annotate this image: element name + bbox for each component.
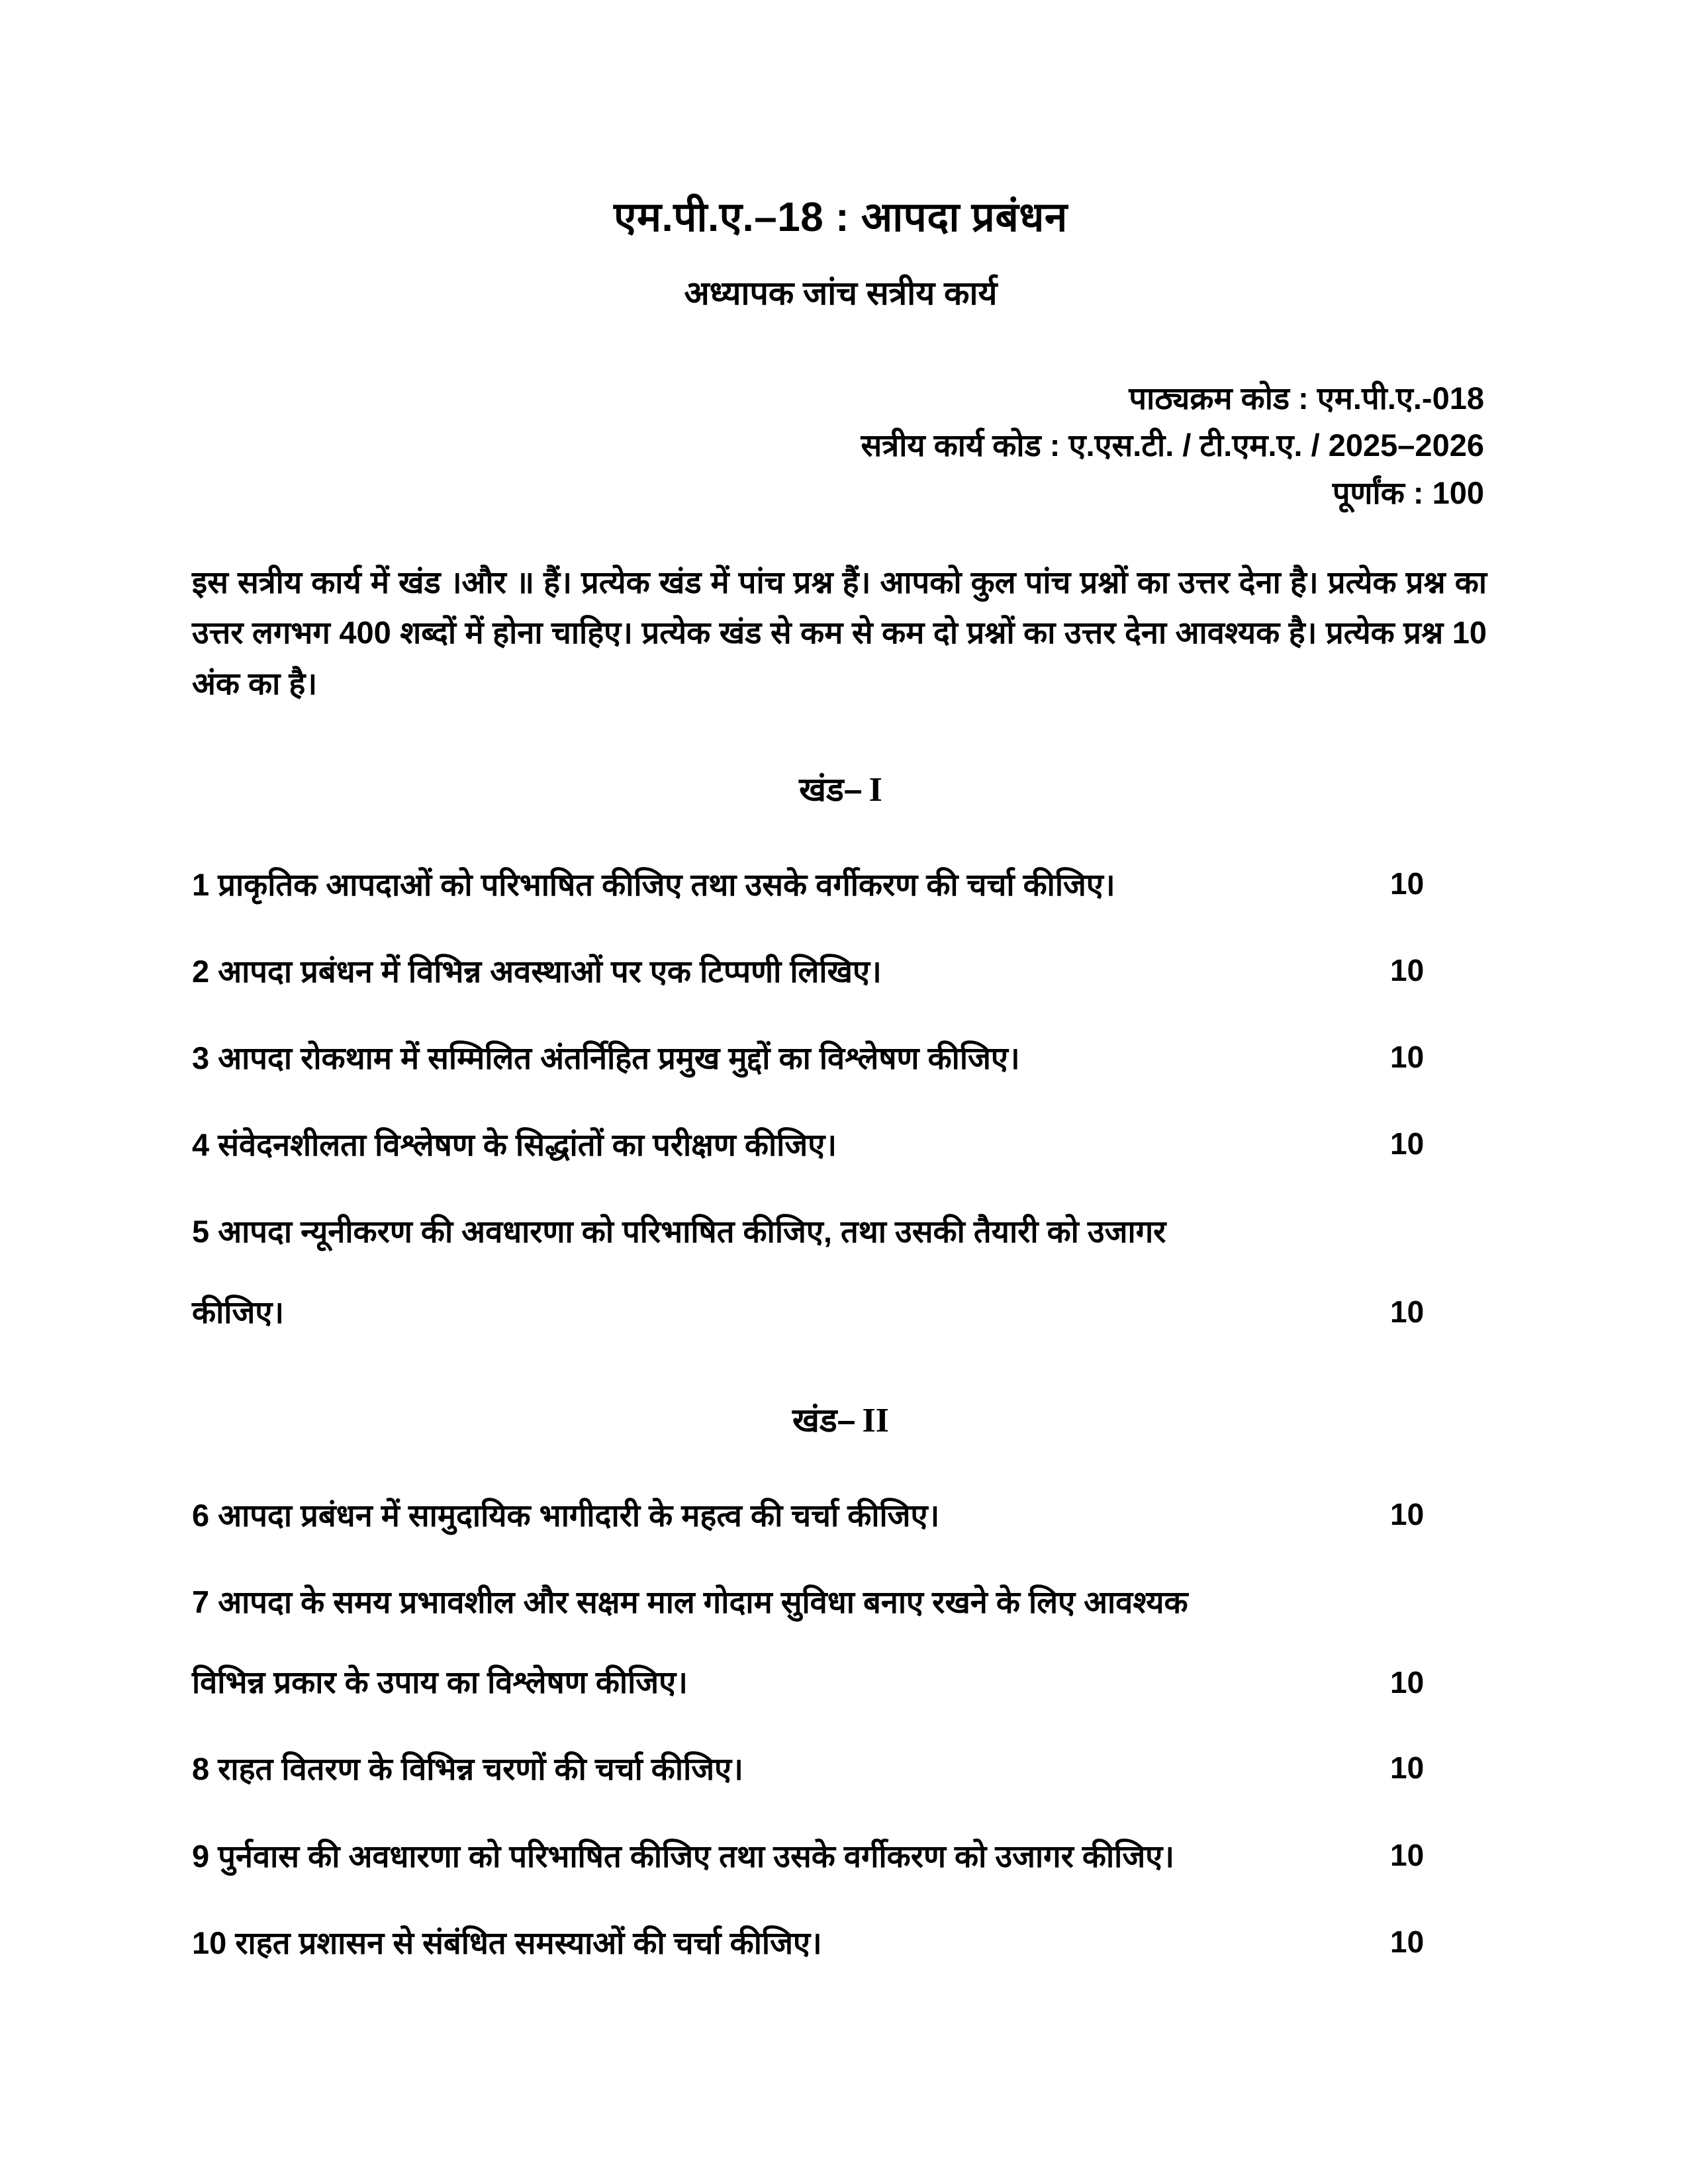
question-item: [192, 1831, 1489, 1881]
question-line: 2 आपदा प्रबंधन में विभिन्न अवस्थाओं पर एक टिप्पणी लिखिए।: [192, 953, 882, 989]
question-list-section-1: [192, 860, 1489, 1337]
question-text: [192, 1033, 1047, 1083]
question-text: [192, 860, 1142, 909]
question-text: [192, 1490, 966, 1540]
question-line: 6 आपदा प्रबंधन में सामुदायिक भागीदारी के महत्व की चर्चा कीजिए।: [192, 1497, 940, 1533]
question-item: [192, 1577, 1489, 1707]
section-label: खंड–: [792, 1401, 856, 1439]
section-numeral: II: [862, 1401, 889, 1439]
question-text: [192, 946, 908, 996]
question-text: [192, 1744, 770, 1794]
question-item: [192, 946, 1489, 996]
question-item: [192, 1206, 1489, 1336]
question-line: 10 राहत प्रशासन से संबंधित समस्याओं की चर्चा कीजिए।: [192, 1925, 822, 1960]
question-item: [192, 1744, 1489, 1794]
section-heading-1: [192, 766, 1489, 811]
question-line: 3 आपदा रोकथाम में सम्मिलित अंतर्निहित प्रमुख मुद्दों का विश्लेषण कीजिए।: [192, 1040, 1020, 1076]
question-text: [192, 1918, 849, 1968]
question-line: 7 आपदा के समय प्रभावशील और सक्षम माल गोदाम सुविधा बनाए रखने के लिए आवश्यक: [192, 1584, 1188, 1619]
question-item: [192, 1033, 1489, 1083]
instructions-paragraph: इस सत्रीय कार्य में खंड ।और ॥ हैं। प्रत्येक खंड में पांच प्रश्न हैं। आपको कुल पांच प्रश्नों का उत्तर देना है। प्रत्येक प्रश्न का उत्तर लगभग 400 शब्दों में होना चाहिए। प्रत्येक खंड से कम से कम दो प्रश्नों का उत्तर देना आवश्यक है। प्रत्येक प्रश्न 10 अंक का है।: [192, 565, 1487, 701]
question-item: [192, 1490, 1489, 1540]
page-subtitle: अध्यापक जांच सत्रीय कार्य: [684, 274, 998, 312]
assignment-meta: [192, 375, 1489, 516]
question-marks: 10: [1390, 1924, 1425, 1959]
question-marks: 10: [1390, 1837, 1425, 1872]
question-marks: 10: [1390, 1496, 1425, 1531]
question-marks: 10: [1390, 1751, 1425, 1786]
question-line: 4 संवेदनशीलता विश्लेषण के सिद्धांतों का परीक्षण कीजिए।: [192, 1127, 837, 1163]
question-item: [192, 1120, 1489, 1169]
question-text: [192, 1120, 863, 1169]
question-line: 9 पुर्नवास की अवधारणा को परिभाषित कीजिए तथा उसके वर्गीकरण को उजागर कीजिए।: [192, 1838, 1175, 1874]
question-line: कीजिए।: [192, 1294, 285, 1330]
question-text: [192, 1831, 1201, 1881]
question-line: 5 आपदा न्यूनीकरण की अवधारणा को परिभाषित कीजिए, तथा उसकी तैयारी को उजागर: [192, 1214, 1166, 1250]
assignment-code: सत्रीय कार्य कोड : ए.एस.टी. / टी.एम.ए. / 2025–2026: [861, 428, 1484, 463]
question-marks: 10: [1390, 952, 1425, 987]
question-line: 1 प्राकृतिक आपदाओं को परिभाषित कीजिए तथा उसके वर्गीकरण की चर्चा कीजिए।: [192, 866, 1115, 902]
question-text: [192, 1577, 1215, 1707]
question-item: [192, 1918, 1489, 1968]
max-marks: पूर्णांक : 100: [1332, 475, 1484, 510]
question-line: विभिन्न प्रकार के उपाय का विश्लेषण कीजिए।: [192, 1664, 688, 1700]
section-label: खंड–: [799, 770, 863, 808]
question-item: [192, 860, 1489, 909]
question-marks: 10: [1390, 866, 1425, 901]
question-marks: 10: [1390, 1295, 1425, 1330]
question-marks: 10: [1390, 1126, 1425, 1161]
page-title: एम.पी.ए.–18 : आपदा प्रबंधन: [614, 195, 1068, 240]
section-numeral: I: [868, 770, 882, 809]
course-code: पाठ्यक्रम कोड : एम.पी.ए.-018: [1129, 381, 1484, 416]
question-list-section-2: [192, 1490, 1489, 1968]
question-line: 8 राहत वितरण के विभिन्न चरणों की चर्चा कीजिए।: [192, 1751, 743, 1787]
question-text: [192, 1206, 1192, 1336]
question-marks: 10: [1390, 1040, 1425, 1075]
section-heading-2: [192, 1396, 1489, 1441]
question-marks: 10: [1390, 1664, 1425, 1700]
